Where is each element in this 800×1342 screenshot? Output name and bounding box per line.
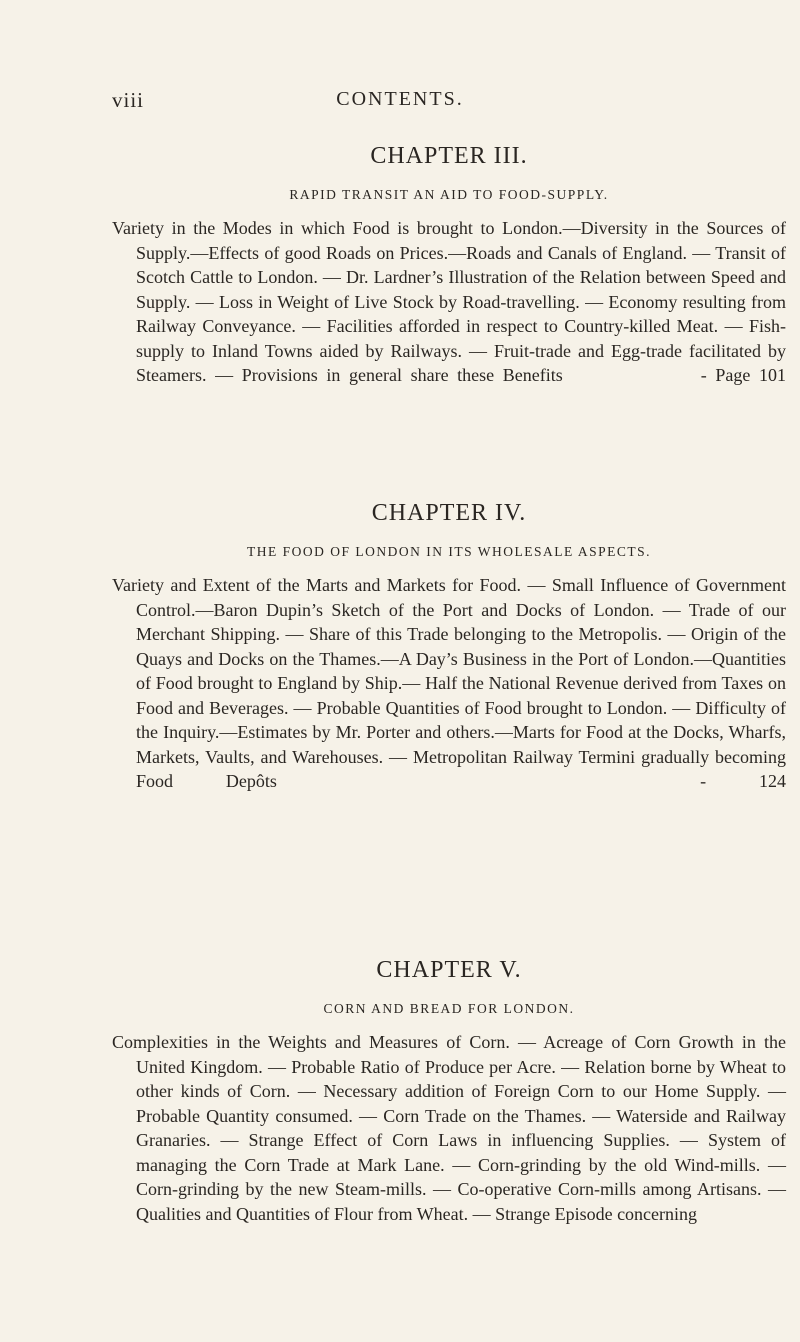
chapter-3-entry (112, 140, 786, 406)
chapter-title: RAPID TRANSIT AN AID TO FOOD-SUPPLY. (289, 187, 609, 202)
chapter-title: CORN AND BREAD FOR LONDON. (323, 1001, 575, 1016)
chapter-title: THE FOOD OF LONDON IN ITS WHOLESALE ASPECTS. (246, 544, 651, 559)
chapter-page-ref: - Page 101 (700, 365, 786, 385)
chapter-summary (112, 216, 786, 388)
chapter-summary-text: Variety in the Modes in which Food is brought to London.—Diversity in the Sources of Supply.—Effects of good Roads on Prices.—Roads and Canals of England. — Transit of Scotch Cattle to London. — Dr. Lardner’s Illustration of the Relation between Speed and Supply. — Loss in Weight of Live Stock by Road-travelling. — Economy resulting from Railway Conveyance. — Facilities afforded in respect to Country-killed Meat. — Fish-supply to Inland Towns aided by Railways. — Fruit-trade and Egg-trade facilitated by Steamers. — Provisions in general share these Benefits (112, 218, 786, 385)
chapter-5-entry (112, 954, 786, 1244)
chapter-number: CHAPTER III. (370, 143, 528, 169)
chapter-summary-text: Variety and Extent of the Marts and Markets for Food. — Small Influence of Government Control.—Baron Dupin’s Sketch of the Port and Docks of London. — Trade of our Merchant Shipping. — Share of this Trade belonging to the Metropolis. — Origin of the Quays and Docks on the Thames.—A Day’s Business in the Port of London.—Quantities of Food brought to England by Ship.— Half the National Revenue derived from Taxes on Food and Beverages. — Probable Quantities of Food brought to London. — Difficulty of the Inquiry.—Estimates by Mr. Porter and others.—Marts for Food at the Docks, Wharfs, Markets, Vaults, and Warehouses. — Metropolitan Railway Termini gradually becoming Food Depôts (112, 575, 786, 791)
page-folio: viii (112, 88, 145, 112)
chapter-number: CHAPTER IV. (371, 500, 527, 526)
chapter-number: CHAPTER V. (376, 957, 522, 983)
running-title: CONTENTS. (336, 88, 464, 110)
chapter-summary (112, 573, 786, 794)
chapter-summary-text: Complexities in the Weights and Measures of Corn. — Acreage of Corn Growth in the United Kingdom. — Probable Ratio of Produce per Acre. — Relation borne by Wheat to other kinds of Corn. — Necessary addition of Foreign Corn to our Home Supply. — Probable Quantity consumed. — Corn Trade on the Thames. — Waterside and Railway Granaries. — Strange Effect of Corn Laws in influencing Supplies. — System of managing the Corn Trade at Mark Lane. — Corn-grinding by the old Wind-mills. — Corn-grinding by the new Steam-mills. — Co-operative Corn-mills among Artisans. — Qualities and Quantities of Flour from Wheat. — Strange Episode concerning (112, 1032, 786, 1224)
running-head (0, 88, 800, 118)
chapter-page-ref: - 124 (700, 771, 786, 791)
chapter-4-entry (112, 497, 786, 812)
chapter-summary (112, 1030, 786, 1226)
